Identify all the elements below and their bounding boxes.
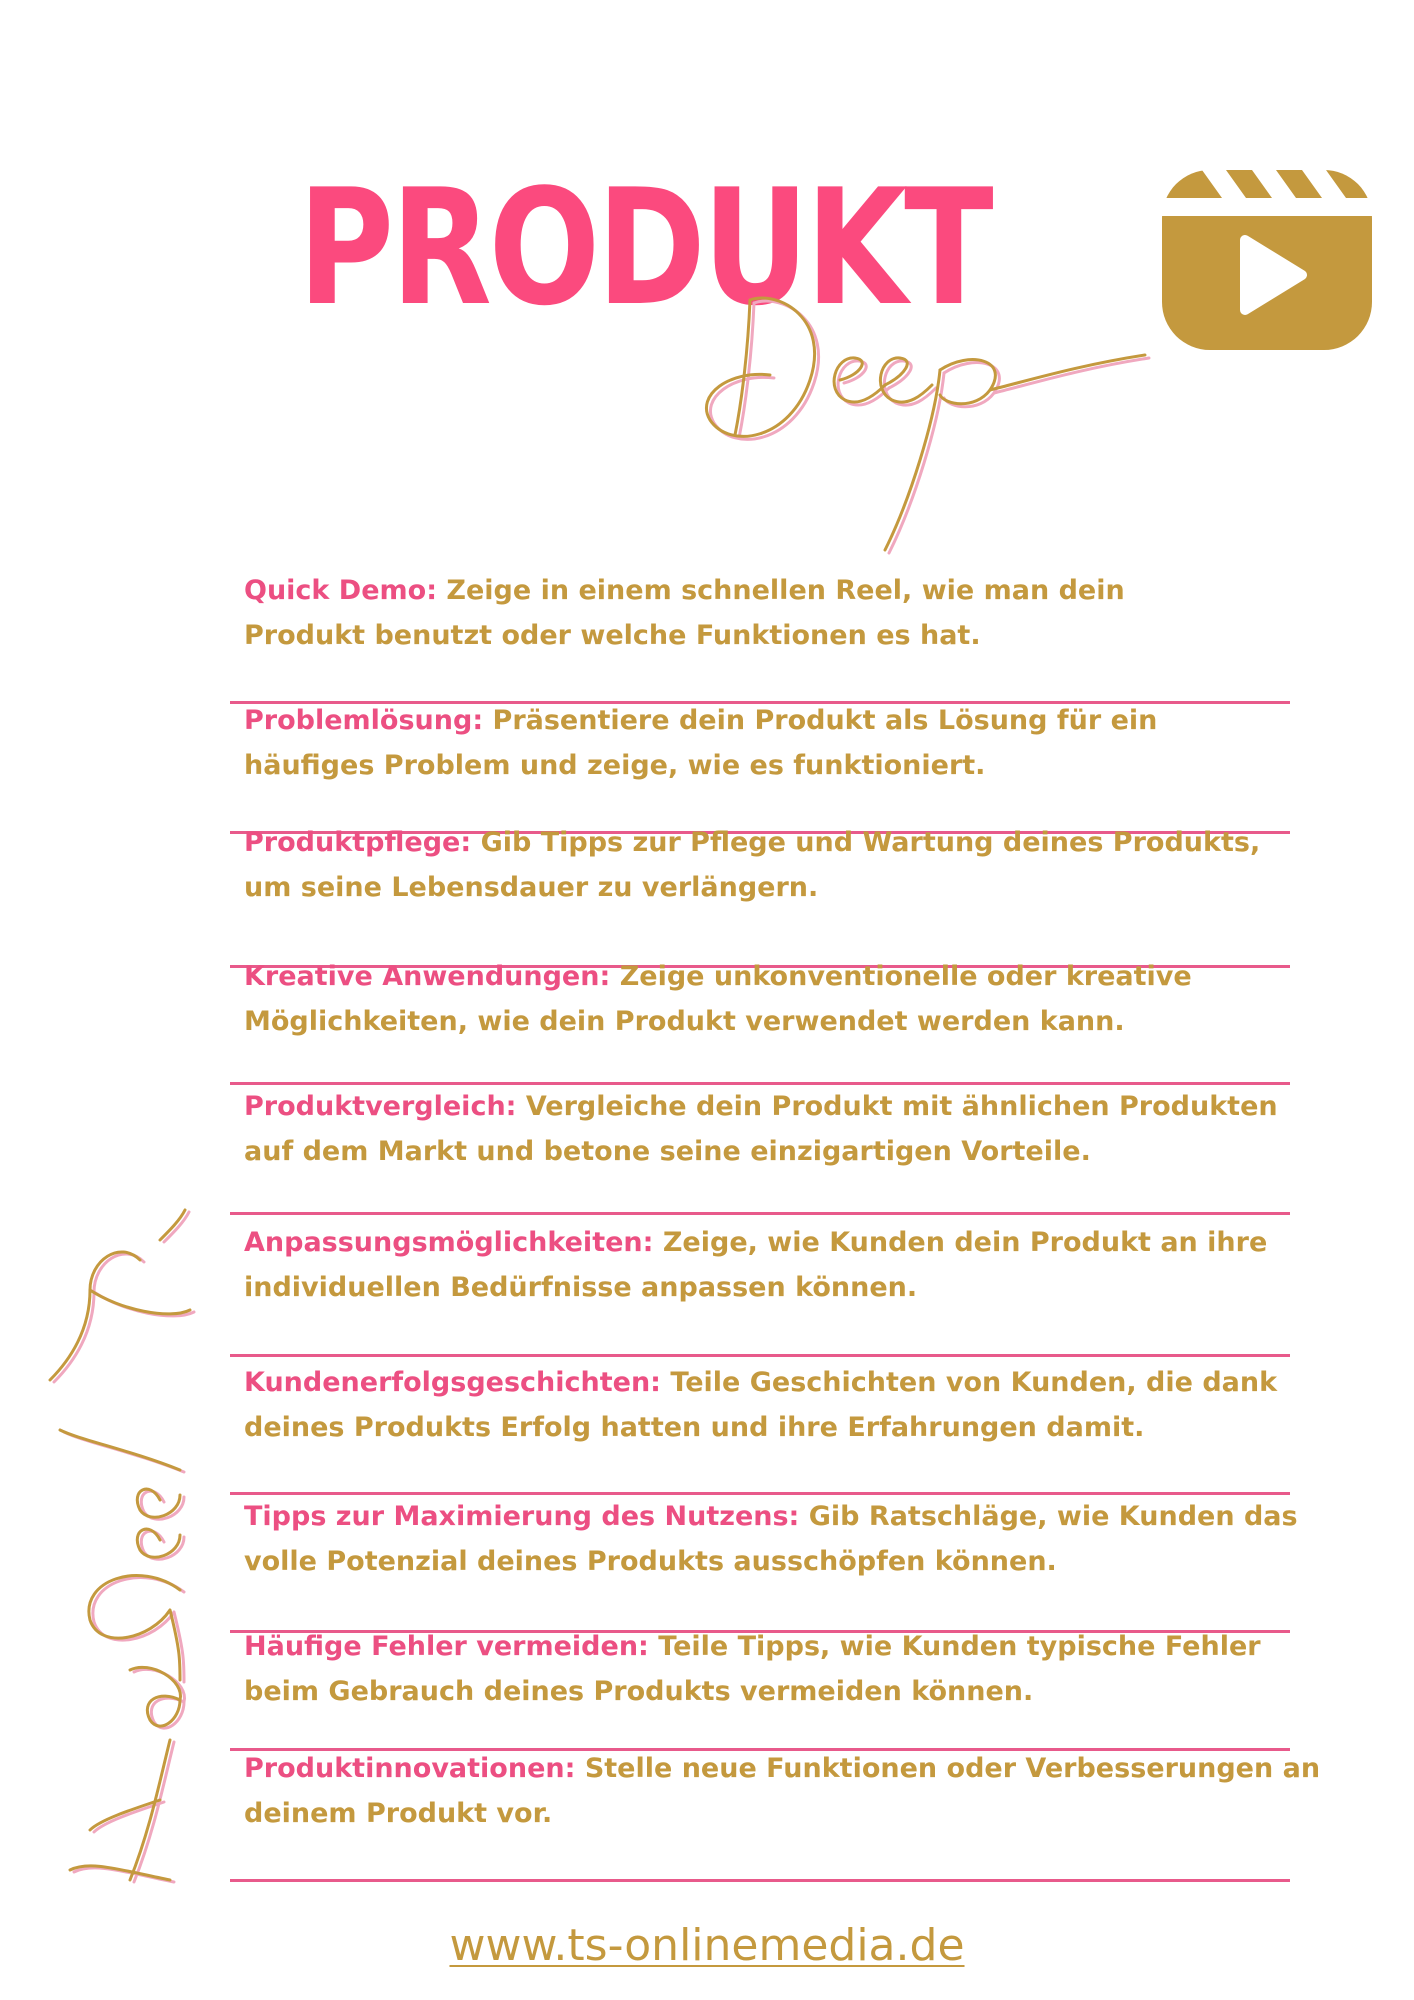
topic-line-1	[230, 568, 1350, 613]
divider	[230, 1354, 1290, 1357]
topic-text: Teile Geschichten von Kunden, die dank	[670, 1367, 1278, 1398]
topic-text: Gib Ratschläge, wie Kunden das	[808, 1501, 1298, 1532]
topic-line-2: um seine Lebensdauer zu verlängern.	[244, 872, 819, 903]
reels-icon	[1150, 130, 1380, 360]
list-item	[230, 1220, 1350, 1360]
topic-line-1	[230, 1084, 1350, 1129]
topic-line-2: deinem Produkt vor.	[244, 1798, 553, 1829]
topic-line-1	[230, 820, 1350, 865]
topic-label: Produktvergleich:	[244, 1091, 517, 1122]
list-item	[230, 1360, 1350, 1500]
topic-line-2: individuellen Bedürfnisse anpassen können.	[244, 1272, 918, 1303]
divider	[230, 1212, 1290, 1215]
topic-text: Stelle neue Funktionen oder Verbesserungen an	[584, 1753, 1321, 1784]
topic-label: Häufige Fehler vermeiden:	[244, 1631, 649, 1662]
topic-text: Zeige unkonventionelle oder kreative	[619, 961, 1192, 992]
topic-line-1	[230, 1494, 1350, 1539]
topic-line-1	[230, 1624, 1350, 1669]
list-item	[230, 698, 1350, 838]
list-item	[230, 1746, 1350, 1886]
list-item	[230, 954, 1350, 1094]
list-item	[230, 568, 1350, 708]
topic-line-2: volle Potenzial deines Produkts ausschöpfen können.	[244, 1546, 1057, 1577]
list-item	[230, 1084, 1350, 1224]
topic-label: Produktpflege:	[244, 827, 472, 858]
topic-line-2: deines Produkts Erfolg hatten und ihre Erfahrungen damit.	[244, 1412, 1145, 1443]
topic-line-1	[230, 698, 1350, 743]
list-item	[230, 1624, 1350, 1764]
topic-label: Anpassungsmöglichkeiten:	[244, 1227, 654, 1258]
topic-text: Gib Tipps zur Pflege und Wartung deines Produkts,	[480, 827, 1261, 858]
reel-time-script-lettering	[30, 1180, 200, 1920]
topic-label: Tipps zur Maximierung des Nutzens:	[244, 1501, 800, 1532]
topic-text: Teile Tipps, wie Kunden typische Fehler	[658, 1631, 1261, 1662]
page-title: PRODUKT	[298, 154, 991, 341]
topic-line-2: Produkt benutzt oder welche Funktionen es hat.	[244, 620, 981, 651]
topic-text: Präsentiere dein Produkt als Lösung für ein	[492, 705, 1158, 736]
topic-line-1	[230, 1220, 1350, 1265]
topic-text: Zeige in einem schnellen Reel, wie man dein	[446, 575, 1125, 606]
topic-line-2: Möglichkeiten, wie dein Produkt verwendet werden kann.	[244, 1006, 1125, 1037]
divider	[230, 1879, 1290, 1882]
topic-label: Kundenerfolgsgeschichten:	[244, 1367, 661, 1398]
topic-line-1	[230, 954, 1350, 999]
topic-line-1	[230, 1746, 1350, 1791]
topic-line-1	[230, 1360, 1350, 1405]
list-item	[230, 820, 1350, 960]
topic-line-2: auf dem Markt und betone seine einzigartigen Vorteile.	[244, 1136, 1091, 1167]
topic-line-2: häufiges Problem und zeige, wie es funktioniert.	[244, 750, 986, 781]
topic-label: Produktinnovationen:	[244, 1753, 576, 1784]
topic-text: Zeige, wie Kunden dein Produkt an ihre	[662, 1227, 1268, 1258]
list-item	[230, 1494, 1350, 1634]
topic-label: Kreative Anwendungen:	[244, 961, 611, 992]
website-link[interactable]: www.ts-onlinemedia.de	[449, 1920, 965, 1971]
topic-label: Problemlösung:	[244, 705, 484, 736]
topic-label: Quick Demo:	[244, 575, 437, 606]
topic-text: Vergleiche dein Produkt mit ähnlichen Produkten	[525, 1091, 1278, 1122]
topic-line-2: beim Gebrauch deines Produkts vermeiden können.	[244, 1676, 1034, 1707]
